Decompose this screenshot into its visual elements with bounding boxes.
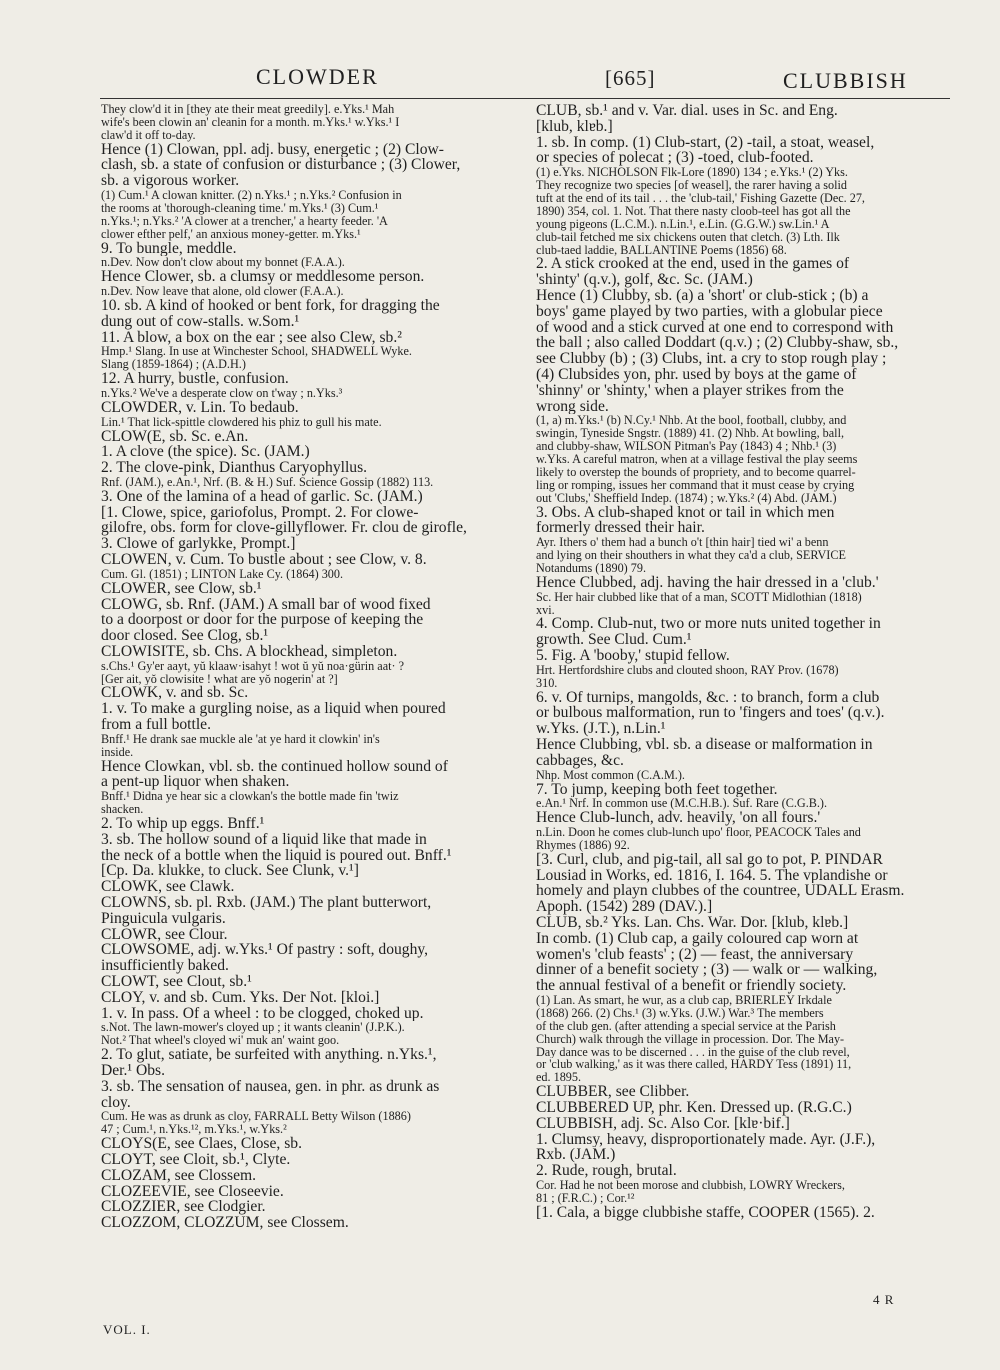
quotation-line: Bnff.¹ Didna ye hear sic a clowkan's the bottle made fin 'twiz — [101, 790, 399, 804]
left-guide-word: CLOWDER — [256, 64, 379, 89]
quotation-line: likely to overstep the bounds of propriety, and to become quarrel- — [536, 465, 856, 479]
entry-line: CLOWDER, v. Lin. To bedaub. — [101, 399, 299, 416]
entry-line: CLUB, sb.² Yks. Lan. Chs. War. Dor. [klub, klɐb.] — [536, 914, 849, 931]
quotation-line: Nhp. Most common (C.A.M.). — [536, 768, 685, 782]
entry-line: cloy. — [101, 1094, 131, 1111]
entry-line: [1. Clowe, spice, gariofolus, Prompt. 2. For clowe- — [101, 504, 419, 521]
entry-line: dung out of cow-stalls. w.Som.¹ — [101, 313, 300, 330]
entry-line: see Clubby (b) ; (3) Clubs, int. a cry to stop rough play ; — [536, 351, 887, 367]
entry-line: wrong side. — [536, 398, 609, 415]
entry-line: door closed. See Clog, sb.¹ — [101, 628, 269, 644]
quotation-line: ling or romping, issues her command that it must cease by crying — [536, 478, 855, 492]
quotation-line: Cum. Gl. (1851) ; LINTON Lake Cy. (1864) 300. — [101, 567, 344, 581]
entry-line: sb. a vigorous worker. — [101, 173, 240, 190]
entry-line: CLOYT, see Cloit, sb.¹, Clyte. — [101, 1151, 291, 1168]
entry-line: boys' game played by two parties, with a globular piece — [536, 303, 883, 320]
quotation-line: out 'Clubs,' Sheffield Indep. (1874) ; w.Yks.² (4) Abd. (JAM.) — [536, 491, 837, 505]
entry-line: Hence Club-lunch, adv. heavily, 'on all fours.' — [536, 810, 821, 826]
entry-line: Lousiad in Works, ed. 1816, I. 164. 5. The vplandishe or — [536, 867, 888, 884]
entry-line: cabbages, &c. — [536, 752, 624, 769]
entry-line: CLOZAM, see Clossem. — [101, 1167, 257, 1184]
entry-line: 2. The clove-pink, Dianthus Caryophyllus. — [101, 460, 368, 476]
quotation-line: Ayr. Ithers o' them had a bunch o't [thin hair] tied wi' a benn — [536, 536, 829, 550]
header-rule — [100, 98, 950, 99]
entry-line: Hence Clower, sb. a clumsy or meddlesome person. — [101, 269, 425, 286]
entry-line: CLUBBISH, adj. Sc. Also Cor. [klɐ·bif.] — [536, 1115, 790, 1132]
quotation-line: (1) Lan. As smart, he wur, as a club cap, BRIERLEY Irkdale — [536, 993, 832, 1007]
quotation-line: 81 ; (F.R.C.) ; Cor.¹² — [536, 1191, 635, 1205]
left-column — [101, 103, 520, 1318]
right-guide-word: CLUBBISH — [783, 68, 908, 93]
quotation-line: Slang (1859-1864) ; (A.D.H.) — [101, 358, 246, 372]
quotation-line: n.Dev. Now don't clow about my bonnet (F.A.A.). — [101, 256, 345, 270]
entry-line: Pinguicula vulgaris. — [101, 910, 226, 927]
entry-line: CLOY, v. and sb. Cum. Yks. Der Not. [kloi.] — [101, 989, 380, 1006]
quotation-line: (1) Cum.¹ A clowan knitter. (2) n.Yks.¹ ; n.Yks.² Confusion in — [101, 189, 402, 202]
entry-line: Hence Clowkan, vbl. sb. the continued hollow sound of — [101, 758, 448, 775]
entry-line: of wood and a stick curved at one end to correspond with — [536, 319, 894, 336]
quotation-line: Hmp.¹ Slang. In use at Winchester School, SHADWELL Wyke. — [101, 345, 412, 359]
entry-line: 4. Comp. Club-nut, two or more nuts united together in — [536, 616, 881, 633]
entry-line: CLOWSOME, adj. w.Yks.¹ Of pastry : soft, doughy, — [101, 942, 429, 959]
quotation-line: They recognize two species [of weasel], the rarer having a solid — [536, 179, 847, 192]
quotation-line: n.Lin. Doon he comes club-lunch upo' floor, PEACOCK Tales and — [536, 826, 861, 839]
quotation-line: Lin.¹ That lick-spittle clowdered his phiz to gull his mate. — [101, 415, 382, 429]
quotation-line: w.Yks. A careful matron, when at a village festival the play seems — [536, 453, 858, 466]
entry-line: 3. Obs. A club-shaped knot or tail in which men — [536, 504, 835, 521]
entry-line: CLOWNS, sb. pl. Rxb. (JAM.) The plant butterwort, — [101, 895, 432, 911]
entry-line: CLOWG, sb. Rnf. (JAM.) A small bar of wood fixed — [101, 596, 431, 613]
quotation-line: Notandums (1890) 79. — [536, 562, 647, 575]
entry-line: 1. Clumsy, heavy, disproportionately made. Ayr. (J.F.), — [536, 1131, 876, 1148]
entry-line: Hence (1) Clubby, sb. (a) a 'short' or club-stick ; (b) a — [536, 288, 869, 304]
entry-line: 1. v. In pass. Of a wheel : to be clogged, choked up. — [101, 1005, 424, 1022]
quotation-line: and clubby-shaw, WILSON Pitman's Pay (1843) 4 ; Nhb.¹ (3) — [536, 440, 837, 454]
quotation-line: Rnf. (JAM.), e.An.¹, Nrf. (B. & H.) Suf. Science Gossip (1882) 113. — [101, 475, 434, 489]
entry-line: 3. sb. The sensation of nausea, gen. in phr. as drunk as — [101, 1078, 440, 1095]
quotation-line: Rhymes (1886) 92. — [536, 838, 630, 852]
entry-line: CLOWR, see Clour. — [101, 926, 228, 943]
quotation-line: club-taed laddie, BALLANTINE Poems (1856) 68. — [536, 243, 787, 257]
entry-line: women's 'club feasts' ; (2) — feast, the anniversary — [536, 946, 854, 963]
quotation-line: Church) walk through the village in procession. Dor. The May- — [536, 1032, 845, 1046]
quotation-line: (1, a) m.Yks.¹ (b) N.Cy.¹ Nhb. At the bool, football, clubby, and — [536, 414, 847, 428]
quotation-line: n.Yks.² We've a desperate clow on t'way ; n.Yks.³ — [101, 386, 343, 400]
entry-line: 6. v. Of turnips, mangolds, &c. : to branch, form a club — [536, 689, 880, 706]
entry-line: dinner of a benefit society ; (3) — walk or — walking, — [536, 962, 878, 979]
quotation-line: Cum. He was as drunk as cloy, FARRALL Betty Wilson (1886) — [101, 1110, 411, 1124]
quotation-line: or 'club walking,' as it was there called, HARDY Tess (1891) 11, — [536, 1058, 852, 1072]
entry-line: [3. Curl, club, and pig-tail, all sal go to pot, P. PINDAR — [536, 851, 883, 868]
quotation-line: xvi. — [536, 603, 555, 617]
quotation-line: [Ger ait, yŏ clowisite ! what are yŏ nogerin' at ?] — [101, 672, 338, 686]
quotation-line: wife's been clowin an' cleanin for a month. m.Yks.¹ w.Yks.¹ I — [101, 115, 400, 129]
entry-line: growth. See Clud. Cum.¹ — [536, 632, 692, 649]
entry-line: a pent-up liquor when shaken. — [101, 774, 290, 791]
entry-line: Hence Clubbing, vbl. sb. a disease or malformation in — [536, 737, 873, 753]
entry-line: [klub, klɐb.] — [536, 118, 613, 135]
entry-line: Hence (1) Clowan, ppl. adj. busy, energetic ; (2) Clow- — [101, 141, 444, 158]
entry-line: 2. Rude, rough, brutal. — [536, 1163, 677, 1179]
quotation-line: young pigeons (L.C.M.). n.Lin.¹, e.Lin. (G.G.W.) sw.Lin.¹ A — [536, 217, 830, 231]
entry-line: [Cp. Da. klukke, to cluck. See Clunk, v.¹] — [101, 863, 359, 880]
quotation-line: (1868) 266. (2) Chs.¹ (3) w.Yks. (J.W.) War.³ The members — [536, 1006, 824, 1020]
entry-line: 'shinny' or 'shinty,' when a player strikes from the — [536, 382, 844, 399]
entry-line: CLOWEN, v. Cum. To bustle about ; see Clow, v. 8. — [101, 552, 427, 568]
entry-line: homely and playn clubbes of the countree, UDALL Erasm. — [536, 883, 905, 900]
quotation-line: Hrt. Hertfordshire clubs and clouted shoon, RAY Prov. (1678) — [536, 663, 839, 677]
quotation-line: inside. — [101, 745, 134, 759]
entry-line: CLUBBERED UP, phr. Ken. Dressed up. (R.G.C.) — [536, 1099, 852, 1116]
quotation-line: and lying on their shouthers in what they ca'd a club, SERVICE — [536, 549, 846, 562]
quotation-line: tuft at the end of its tail . . . the 'club-tail,' Fishing Gazette (Dec. 27, — [536, 191, 865, 205]
entry-line: 2. To whip up eggs. Bnff.¹ — [101, 816, 265, 832]
quotation-line: shacken. — [101, 803, 144, 817]
entry-line: 2. A stick crooked at the end, used in the games of — [536, 256, 850, 273]
entry-line: the annual festival of a benefit or friendly society. — [536, 978, 847, 994]
entry-line: the ball ; also called Doddart (q.v.) ; (2) Clubby-shaw, sb., — [536, 335, 899, 352]
quotation-line: Cor. Had he not been morose and clubbish, LOWRY Wreckers, — [536, 1178, 845, 1192]
page-number: [665] — [605, 66, 656, 90]
entry-line: CLOWT, see Clout, sb.¹ — [101, 973, 252, 990]
quotation-line: claw'd it off to-day. — [101, 128, 196, 142]
entry-line: CLOZEEVIE, see Closeevie. — [101, 1183, 284, 1200]
volume-mark: VOL. I. — [103, 1322, 151, 1337]
entry-line: from a full bottle. — [101, 717, 211, 733]
entry-line: insufficiently baked. — [101, 958, 229, 974]
entry-line: [1. Cala, a bigge clubbishe staffe, COOPER (1565). 2. — [536, 1204, 875, 1221]
quotation-line: 310. — [536, 676, 558, 690]
entry-line: clash, sb. a state of confusion or disturbance ; (3) Clower, — [101, 157, 461, 174]
entry-line: CLUBBER, see Clibber. — [536, 1084, 690, 1100]
entry-line: 3. One of the lamina of a head of garlic. Sc. (JAM.) — [101, 488, 423, 505]
entry-line: the neck of a bottle when the liquid is poured out. Bnff.¹ — [101, 847, 452, 864]
entry-line: 3. Clowe of garlykke, Prompt.] — [101, 536, 296, 553]
right-column — [536, 103, 946, 1288]
entry-line: 10. sb. A kind of hooked or bent fork, for dragging the — [101, 298, 440, 314]
entry-line: Rxb. (JAM.) — [536, 1147, 616, 1164]
entry-line: Apoph. (1542) 289 (DAV.).] — [536, 899, 713, 915]
quotation-line: swingin, Tyneside Sngstr. (1889) 41. (2) Nhb. At bowling, ball, — [536, 427, 844, 441]
entry-line: 'shinty' (q.v.), golf, &c. Sc. (JAM.) — [536, 272, 753, 289]
quotation-line: s.Not. The lawn-mower's cloyed up ; it wants cleanin' (J.P.K.). — [101, 1021, 405, 1035]
quotation-line: 47 ; Cum.¹, n.Yks.¹², m.Yks.¹, w.Yks.² — [101, 1123, 287, 1137]
entry-line: Der.¹ Obs. — [101, 1062, 166, 1079]
quotation-line: the rooms at 'thorough-cleaning time.' m.Yks.¹ (3) Cum.¹ — [101, 201, 379, 215]
entry-line: CLUB, sb.¹ and v. Var. dial. uses in Sc. and Eng. — [536, 103, 838, 119]
entry-line: 1. v. To make a gurgling noise, as a liquid when poured — [101, 701, 446, 718]
quotation-line: n.Dev. Now leave that alone, old clower (F.A.A.). — [101, 285, 344, 298]
quotation-line: s.Chs.¹ Gy'er aayt, yŭ klaaw·isahyt ! wot ŭ yŭ noa·gürin aat· ? — [101, 659, 405, 673]
quotation-line: e.An.¹ Nrf. In common use (M.C.H.B.). Suf. Rare (C.G.B.). — [536, 797, 828, 811]
quotation-line: They clow'd it in [they ate their meat greedily]. e.Yks.¹ Mah — [101, 103, 395, 116]
quotation-line: 1890) 354, col. 1. Not. That there nasty cloob-teel has got all the — [536, 204, 851, 218]
entry-line: 9. To bungle, meddle. — [101, 240, 237, 257]
entry-line: 1. sb. In comp. (1) Club-start, (2) -tail, a stoat, weasel, — [536, 134, 875, 151]
entry-line: to a doorpost or door for the purpose of keeping the — [101, 612, 424, 629]
entry-line: 1. A clove (the spice). Sc. (JAM.) — [101, 444, 310, 461]
entry-line: CLOWISITE, sb. Chs. A blockhead, simpleton. — [101, 643, 398, 660]
entry-line: formerly dressed their hair. — [536, 520, 705, 537]
entry-line: 7. To jump, keeping both feet together. — [536, 781, 778, 798]
entry-line: 2. To glut, satiate, be surfeited with anything. n.Yks.¹, — [101, 1047, 437, 1063]
signature-mark: 4 R — [873, 1292, 895, 1307]
quotation-line: (1) e.Yks. NICHOLSON Flk-Lore (1890) 134 ; e.Yks.¹ (2) Yks. — [536, 166, 848, 180]
entry-line: CLOWER, see Clow, sb.¹ — [101, 580, 262, 597]
entry-line: gilofre, obs. form for clove-gillyflower. Fr. clou de girofle, — [101, 520, 467, 537]
quotation-line: ed. 1895. — [536, 1071, 582, 1085]
quotation-line: clower efther pelf,' an anxious money-getter. m.Yks.¹ — [101, 227, 361, 241]
entry-line: CLOWK, see Clawk. — [101, 879, 235, 895]
entry-line: Hence Clubbed, adj. having the hair dressed in a 'club.' — [536, 574, 879, 591]
quotation-line: Sc. Her hair clubbed like that of a man, SCOTT Midlothian (1818) — [536, 590, 862, 604]
entry-line: w.Yks. (J.T.), n.Lin.¹ — [536, 721, 666, 738]
entry-line: CLOW(E, sb. Sc. e.An. — [101, 428, 249, 445]
entry-line: (4) Clubsides yon, phr. used by boys at the game of — [536, 367, 857, 383]
entry-line: 11. A blow, a box on the ear ; see also Clew, sb.² — [101, 329, 402, 346]
entry-line: 3. sb. The hollow sound of a liquid like that made in — [101, 831, 427, 848]
entry-line: CLOZZOM, CLOZZUM, see Clossem. — [101, 1215, 349, 1231]
quotation-line: n.Yks.¹; n.Yks.² 'A clower at a trencher,' a hearty feeder. 'A — [101, 214, 388, 228]
entry-line: CLOYS(E, see Claes, Close, sb. — [101, 1136, 302, 1152]
running-header — [100, 62, 950, 98]
quotation-line: of the club gen. (after attending a special service at the Parish — [536, 1019, 836, 1033]
entry-line: 5. Fig. A 'booby,' stupid fellow. — [536, 648, 730, 664]
entry-line: 12. A hurry, bustle, confusion. — [101, 371, 289, 387]
quotation-line: Bnff.¹ He drank sae muckle ale 'at ye hard it clowkin' in's — [101, 732, 380, 746]
quotation-line: Not.² That wheel's cloyed wi' muk an' waint goo. — [101, 1034, 340, 1048]
entry-line: or bulbous malformation, run to 'fingers and toes' (q.v.). — [536, 705, 885, 722]
entry-line: CLOWK, v. and sb. Sc. — [101, 685, 249, 702]
entry-line: In comb. (1) Club cap, a gaily coloured cap worn at — [536, 930, 859, 947]
entry-line: CLOZZIER, see Clodgier. — [101, 1199, 266, 1216]
entry-line: or species of polecat ; (3) -toed, club-footed. — [536, 150, 814, 167]
quotation-line: club-tail fetched me six chickens outen that cletch. (3) Lth. Ilk — [536, 230, 840, 244]
quotation-line: Day dance was to be discerned . . . in the guise of the club revel, — [536, 1045, 850, 1059]
